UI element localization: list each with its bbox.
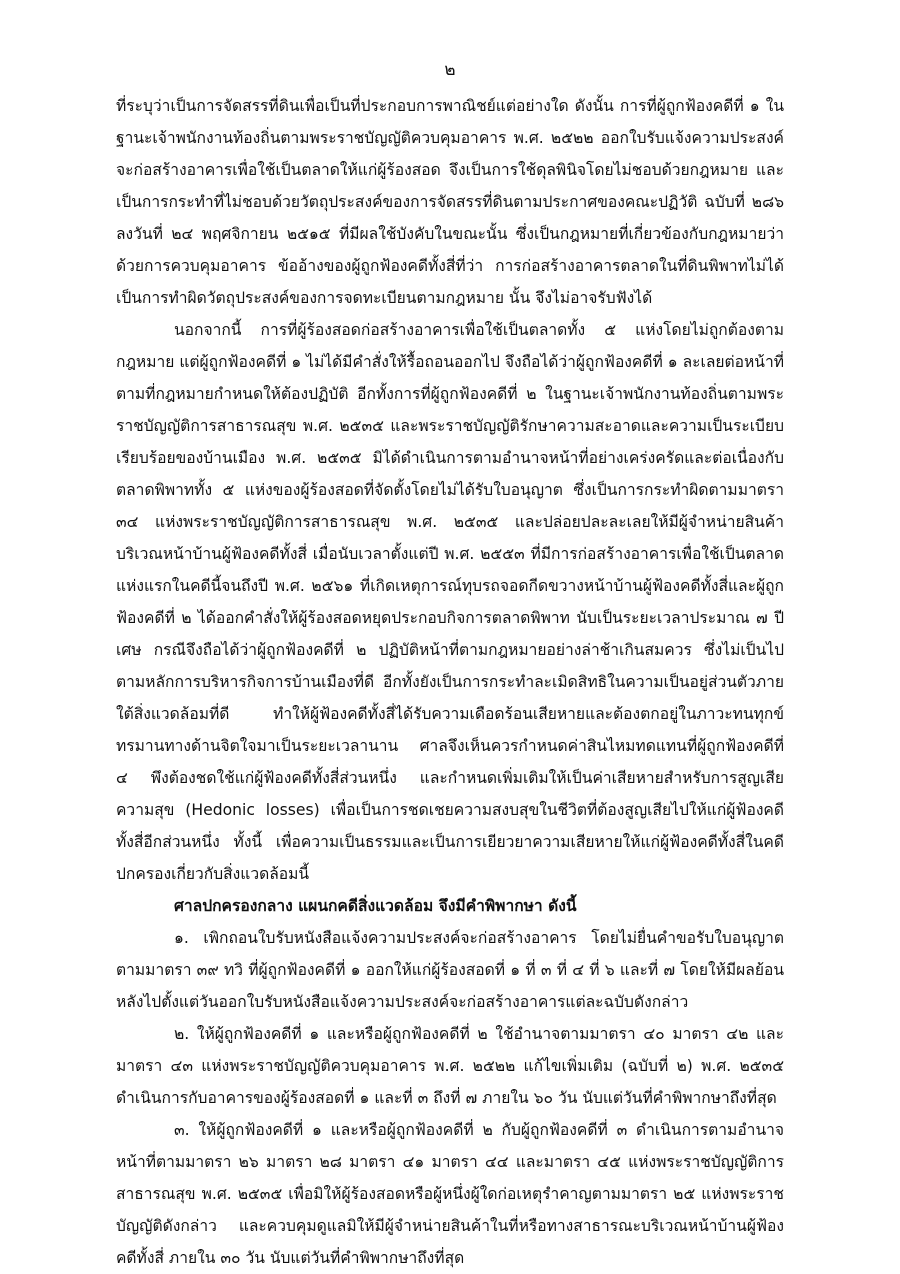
order-item-2: ๒. ให้ผู้ถูกฟ้องคดีที่ ๑ และหรือผู้ถูกฟ้องคดีที่ ๒ ใช้อำนาจตามมาตรา ๔๐ มาตรา ๔๒ และมาตรา ๔๓ แห่งพระราชบัญญัติควบคุมอาคาร พ.ศ. ๒๕๒๒ แก้ไขเพิ่มเติม (ฉบับที่ ๒) พ.ศ. ๒๕๓๕ ดำเนินการกับอาคารของผู้ร้องสอดที่ ๑ และที่ ๓ ถึงที่ ๗ ภายใน ๖๐ วัน นับแต่วันที่คำพิพากษาถึงที่สุด [116,1025,784,1107]
document-body [116,90,784,1274]
order-item-3: ๓. ให้ผู้ถูกฟ้องคดีที่ ๑ และหรือผู้ถูกฟ้องคดีที่ ๒ กับผู้ถูกฟ้องคดีที่ ๓ ดำเนินการตามอำนาจหน้าที่ตามมาตรา ๒๖ มาตรา ๒๘ มาตรา ๔๑ มาตรา ๔๔ และมาตรา ๔๕ แห่งพระราชบัญญัติการสาธารณสุข พ.ศ. ๒๕๓๕ เพื่อมิให้ผู้ร้องสอดหรือผู้หนึ่งผู้ใดก่อเหตุรำคาญตามมาตรา ๒๕ แห่งพระราชบัญญัติดังกล่าว และควบคุมดูแลมิให้มีผู้จำหน่ายสินค้าในที่หรือทางสาธารณะบริเวณหน้าบ้านผู้ฟ้องคดีทั้งสี่ ภายใน ๓๐ วัน นับแต่วันที่คำพิพากษาถึงที่สุด [116,1121,784,1267]
paragraph-continuation: ที่ระบุว่าเป็นการจัดสรรที่ดินเพื่อเป็นที่ประกอบการพาณิชย์แต่อย่างใด ดังนั้น การที่ผู้ถูกฟ้องคดีที่ ๑ ในฐานะเจ้าพนักงานท้องถิ่นตามพระราชบัญญัติควบคุมอาคาร พ.ศ. ๒๕๒๒ ออกใบรับแจ้งความประสงค์จะก่อสร้างอาคารเพื่อใช้เป็นตลาดให้แก่ผู้ร้องสอด จึงเป็นการใช้ดุลพินิจโดยไม่ชอบด้วยกฎหมาย และเป็นการกระทำที่ไม่ชอบด้วยวัตถุประสงค์ของการจัดสรรที่ดินตามประกาศของคณะปฏิวัติ ฉบับที่ ๒๘๖ ลงวันที่ ๒๔ พฤศจิกายน ๒๕๑๕ ที่มีผลใช้บังคับในขณะนั้น ซึ่งเป็นกฎหมายที่เกี่ยวข้องกับกฎหมายว่าด้วยการควบคุมอาคาร ข้ออ้างของผู้ถูกฟ้องคดีทั้งสี่ที่ว่า การก่อสร้างอาคารตลาดในที่ดินพิพาทไม่ได้เป็นการทำผิดวัตถุประสงค์ของการจดทะเบียนตามกฎหมาย นั้น จึงไม่อาจรับฟังได้ [116,97,784,307]
judgment-heading: ศาลปกครองกลาง แผนกคดีสิ่งแวดล้อม จึงมีคำพิพากษา ดังนี้ [174,897,577,915]
order-item-1: ๑. เพิกถอนใบรับหนังสือแจ้งความประสงค์จะก่อสร้างอาคาร โดยไม่ยื่นคำขอรับใบอนุญาตตามมาตรา ๓๙ ทวิ ที่ผู้ถูกฟ้องคดีที่ ๑ ออกให้แก่ผู้ร้องสอดที่ ๑ ที่ ๓ ที่ ๔ ที่ ๖ และที่ ๗ โดยให้มีผลย้อนหลังไปตั้งแต่วันออกใบรับหนังสือแจ้งความประสงค์จะก่อสร้างอาคารแต่ละฉบับดังกล่าว [116,929,784,1011]
page-number: ๒ [444,60,456,80]
paragraph-findings: นอกจากนี้ การที่ผู้ร้องสอดก่อสร้างอาคารเพื่อใช้เป็นตลาดทั้ง ๕ แห่งโดยไม่ถูกต้องตามกฎหมาย แต่ผู้ถูกฟ้องคดีที่ ๑ ไม่ได้มีคำสั่งให้รื้อถอนออกไป จึงถือได้ว่าผู้ถูกฟ้องคดีที่ ๑ ละเลยต่อหน้าที่ตามที่กฎหมายกำหนดให้ต้องปฏิบัติ อีกทั้งการที่ผู้ถูกฟ้องคดีที่ ๒ ในฐานะเจ้าพนักงานท้องถิ่นตามพระราชบัญญัติการสาธารณสุข พ.ศ. ๒๕๓๕ และพระราชบัญญัติรักษาความสะอาดและความเป็นระเบียบเรียบร้อยของบ้านเมือง พ.ศ. ๒๕๓๕ มิได้ดำเนินการตามอำนาจหน้าที่อย่างเคร่งครัดและต่อเนื่องกับตลาดพิพาททั้ง ๕ แห่งของผู้ร้องสอดที่จัดตั้งโดยไม่ได้รับใบอนุญาต ซึ่งเป็นการกระทำผิดตามมาตรา ๓๔ แห่งพระราชบัญญัติการสาธารณสุข พ.ศ. ๒๕๓๕ และปล่อยปละละเลยให้มีผู้จำหน่ายสินค้าบริเวณหน้าบ้านผู้ฟ้องคดีทั้งสี่ เมื่อนับเวลาตั้งแต่ปี พ.ศ. ๒๕๕๓ ที่มีการก่อสร้างอาคารเพื่อใช้เป็นตลาดแห่งแรกในคดีนี้จนถึงปี พ.ศ. ๒๕๖๑ ที่เกิดเหตุการณ์ทุบรถจอดกีดขวางหน้าบ้านผู้ฟ้องคดีทั้งสี่และผู้ถูกฟ้องคดีที่ ๒ ได้ออกคำสั่งให้ผู้ร้องสอดหยุดประกอบกิจการตลาดพิพาท นับเป็นระยะเวลาประมาณ ๗ ปีเศษ กรณีจึงถือได้ว่าผู้ถูกฟ้องคดีที่ ๒ ปฏิบัติหน้าที่ตามกฎหมายอย่างล่าช้าเกินสมควร ซึ่งไม่เป็นไปตามหลักการบริหารกิจการบ้านเมืองที่ดี อีกทั้งยังเป็นการกระทำละเมิดสิทธิในความเป็นอยู่ส่วนตัวภายใต้สิ่งแวดล้อมที่ดี ทำให้ผู้ฟ้องคดีทั้งสี่ได้รับความเดือดร้อนเสียหายและต้องตกอยู่ในภาวะทนทุกข์ทรมานทางด้านจิตใจมาเป็นระยะเวลานาน ศาลจึงเห็นควรกำหนดค่าสินไหมทดแทนที่ผู้ถูกฟ้องคดีที่ ๔ พึงต้องชดใช้แก่ผู้ฟ้องคดีทั้งสี่ส่วนหนึ่ง และกำหนดเพิ่มเติมให้เป็นค่าเสียหายสำหรับการสูญเสียความสุข (Hedonic losses) เพื่อเป็นการชดเชยความสงบสุขในชีวิตที่ต้องสูญเสียไปให้แก่ผู้ฟ้องคดีทั้งสี่อีกส่วนหนึ่ง ทั้งนี้ เพื่อความเป็นธรรมและเป็นการเยียวยาความเสียหายให้แก่ผู้ฟ้องคดีทั้งสี่ในคดีปกครองเกี่ยวกับสิ่งแวดล้อมนี้ [116,321,784,883]
